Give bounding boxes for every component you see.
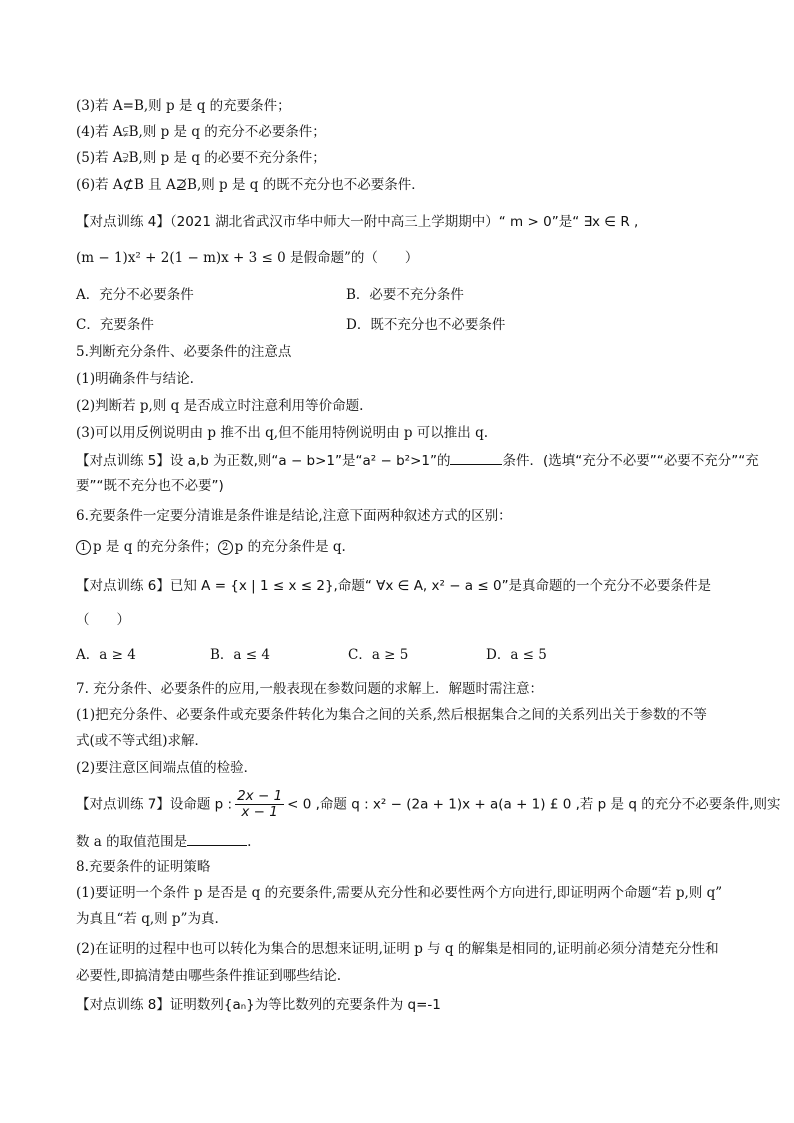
training-7-question	[76, 789, 780, 820]
section-6-statements	[76, 539, 346, 555]
section-5-item-2: (2)判断若 p,则 q 是否成立时注意利用等价命题.	[76, 398, 364, 414]
statement-2: p 的充分条件是 q.	[234, 539, 346, 555]
section-7-item-1-cont: 式(或不等式组)求解．	[76, 733, 209, 749]
fraction-numerator: 2x − 1	[237, 788, 283, 804]
condition-6: (6)若 A⊄B 且 A⊉B,则 p 是 q 的既不充分也不必要条件．	[76, 177, 425, 193]
training-6-option-c: C．a ≥ 5	[348, 647, 409, 663]
circled-number-1: 1	[76, 540, 91, 555]
training-7-text-2: 数 a 的取值范围是	[76, 834, 188, 850]
training-4-option-a: A．充分不必要条件	[76, 287, 194, 303]
section-6-title: 6.充要条件一定要分清谁是条件谁是结论,注意下面两种叙述方式的区别：	[76, 508, 512, 524]
statement-1: p 是 q 的充分条件；	[93, 539, 218, 555]
section-8-item-1: (1)要证明一个条件 p 是否是 q 的充要条件,需要从充分性和必要性两个方向进行,即证明两个命题“若 p,则 q”	[76, 885, 723, 901]
fraction	[235, 789, 284, 820]
training-7-label: 【对点训练 7】设命题 p :	[76, 796, 233, 813]
training-4-formula: (m − 1)x² + 2(1 − m)x + 3 ≤ 0 是假命题”的（ ）	[76, 250, 419, 266]
answer-blank-2[interactable]	[187, 833, 247, 846]
training-4-option-d: D．既不充分也不必要条件	[346, 317, 506, 333]
section-7-item-1: (1)把充分条件、必要条件或充要条件转化为集合之间的关系,然后根据集合之间的关系列出关于参数的不等	[76, 707, 707, 723]
training-6-question: 【对点训练 6】已知 A = {x | 1 ≤ x ≤ 2},命题“ ∀x ∈ A, x² − a ≤ 0”是真命题的一个充分不必要条件是	[76, 578, 712, 594]
training-7-period: .	[247, 834, 252, 850]
section-7-title: 7. 充分条件、必要条件的应用,一般表现在参数问题的求解上．解题时需注意：	[76, 681, 543, 697]
training-7-line2	[76, 833, 251, 850]
section-8-item-1-cont: 为真且“若 q,则 p”为真.	[76, 911, 219, 927]
condition-5: (5)若 A⫌B,则 p 是 q 的必要不充分条件；	[76, 150, 326, 166]
training-6-option-a: A．a ≥ 4	[76, 647, 136, 663]
training-6-paren: （ ）	[76, 612, 130, 628]
training-4-option-b: B．必要不充分条件	[346, 287, 464, 303]
section-5-item-1: (1)明确条件与结论.	[76, 371, 194, 387]
section-8-item-2: (2)在证明的过程中也可以转化为集合的思想来证明,证明 p 与 q 的解集是相同的,证明前必须分清楚充分性和	[76, 941, 719, 957]
training-6-option-b: B．a ≤ 4	[210, 647, 270, 663]
training-4-option-c: C．充要条件	[76, 317, 154, 333]
answer-blank[interactable]	[450, 452, 502, 465]
section-5-item-3: (3)可以用反例说明由 p 推不出 q,但不能用特例说明由 p 可以推出 q.	[76, 425, 489, 441]
circled-number-2: 2	[218, 540, 233, 555]
training-5-text: 【对点训练 5】设 a,b 为正数,则“a − b>1”是“a² − b²>1”的	[76, 453, 451, 469]
training-8-question: 【对点训练 8】证明数列{aₙ}为等比数列的充要条件为 q=-1	[76, 997, 441, 1013]
training-7-text: < 0 ,命题 q : x² − (2a + 1)x + a(a + 1) £ 0 ,若 p 是 q 的充分不必要条件,则实	[287, 796, 781, 813]
condition-4: (4)若 A⫋B,则 p 是 q 的充分不必要条件；	[76, 124, 326, 140]
training-5-choices-cont: 要”“既不充分也不必要”)	[76, 478, 224, 494]
section-7-item-2: (2)要注意区间端点值的检验．	[76, 760, 258, 776]
section-8-title: 8.充要条件的证明策略	[76, 859, 211, 875]
section-5-title: 5.判断充分条件、必要条件的注意点	[76, 344, 292, 360]
training-5-question	[76, 452, 759, 469]
section-8-item-2-cont: 必要性,即搞清楚由哪些条件推证到哪些结论.	[76, 968, 342, 984]
condition-3: (3)若 A=B,则 p 是 q 的充要条件；	[76, 98, 291, 114]
training-4-question: 【对点训练 4】（2021 湖北省武汉市华中师大一附中高三上学期期中）“ m > 0”是“ ∃x ∈ R ,	[76, 214, 639, 230]
training-5-choices: 条件．(选填“充分不必要”“必要不充分”“充	[502, 453, 759, 469]
training-6-option-d: D．a ≤ 5	[486, 647, 547, 663]
fraction-denominator: x − 1	[241, 804, 278, 820]
